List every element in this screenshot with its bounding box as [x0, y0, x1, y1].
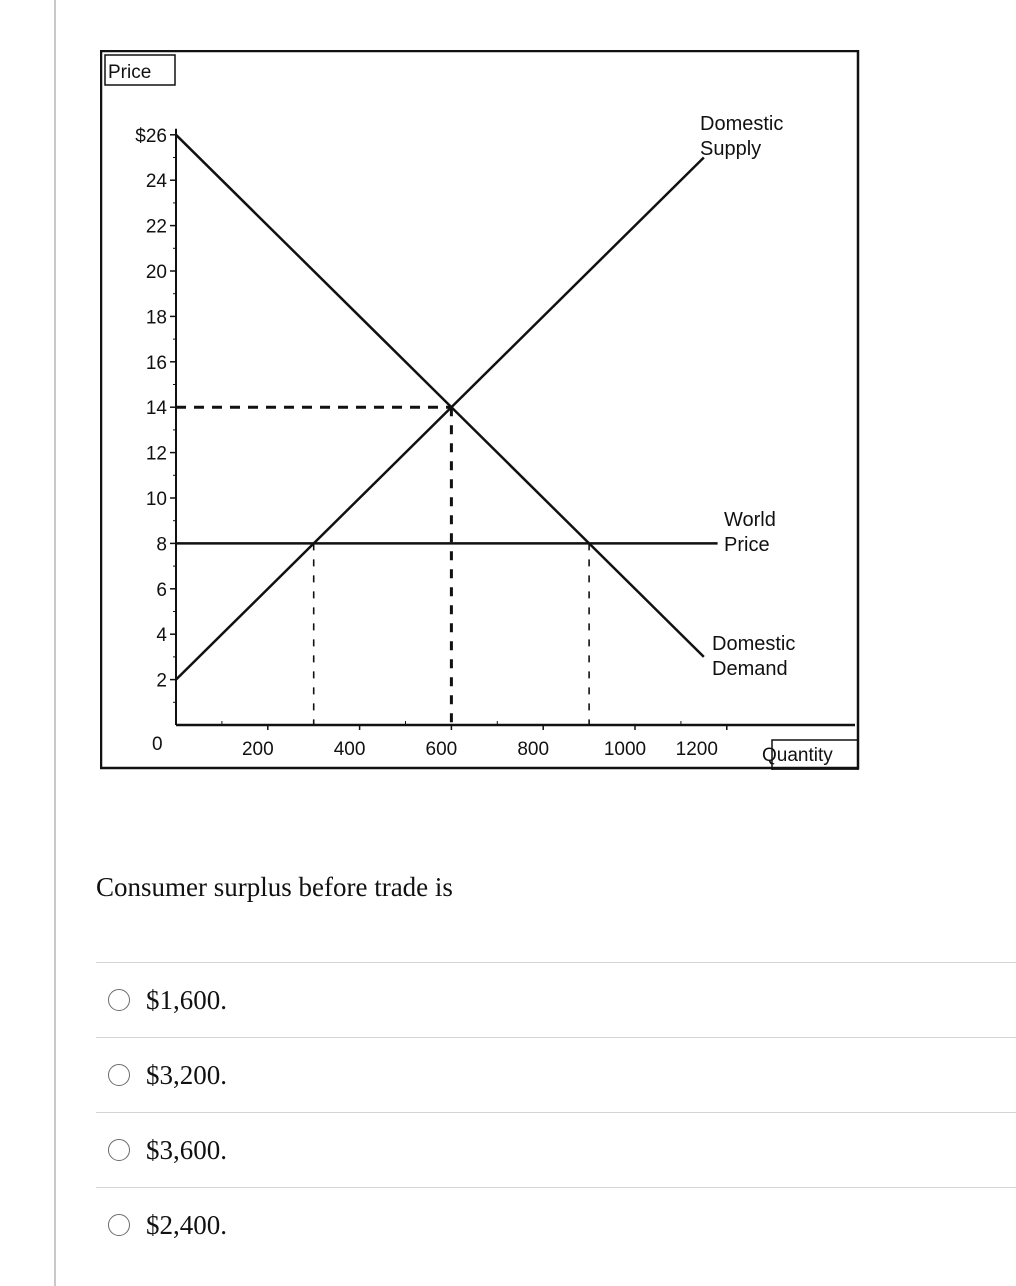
answer-option-label: $3,200. — [146, 1059, 227, 1090]
radio-button-icon[interactable] — [108, 1064, 130, 1086]
x-tick-label: 800 — [517, 739, 550, 760]
y-tick-label: 16 — [145, 352, 167, 374]
answer-option[interactable] — [96, 1037, 1016, 1112]
x-tick-label: 1200 — [675, 739, 718, 760]
radio-button-icon[interactable] — [108, 989, 130, 1011]
y-tick-label: $26 — [135, 125, 167, 147]
question-text: Consumer surplus before trade is — [96, 872, 453, 902]
x-tick-label: 1000 — [603, 739, 647, 760]
answer-option[interactable] — [96, 1112, 1016, 1187]
answer-option-label: $3,600. — [146, 1134, 227, 1165]
y-tick-label: 10 — [145, 489, 167, 510]
y-tick-label: 8 — [156, 534, 167, 556]
origin-label: 0 — [152, 734, 163, 755]
left-border — [54, 0, 56, 1286]
y-tick-label: 20 — [145, 262, 167, 283]
answer-option-label: $1,600. — [146, 984, 227, 1015]
supply-demand-chart — [100, 50, 860, 770]
chart-svg — [100, 50, 860, 770]
radio-button-icon[interactable] — [108, 1139, 130, 1161]
y-tick-label: 14 — [145, 398, 167, 420]
x-axis-label: Quantity — [762, 745, 833, 766]
y-axis-label: Price — [108, 62, 152, 83]
domestic-demand-label: Demand — [712, 658, 788, 680]
answer-option[interactable] — [96, 962, 1016, 1037]
y-tick-label: 12 — [145, 443, 167, 465]
x-tick-label: 400 — [333, 739, 366, 760]
y-tick-label: 4 — [156, 625, 167, 647]
answer-option[interactable] — [96, 1187, 1016, 1262]
y-tick-label: 2 — [156, 670, 167, 692]
y-tick-label: 18 — [145, 307, 167, 329]
radio-button-icon[interactable] — [108, 1214, 130, 1236]
answer-option-label: $2,400. — [146, 1209, 227, 1240]
y-tick-label: 22 — [145, 216, 167, 238]
x-tick-label: 200 — [241, 739, 274, 760]
answer-options — [96, 962, 1016, 1262]
y-tick-label: 6 — [156, 579, 167, 601]
domestic-demand-label: Domestic — [712, 633, 796, 655]
y-tick-label: 24 — [145, 171, 167, 193]
world-price-label: Price — [724, 534, 770, 556]
world-price-label: World — [724, 509, 776, 531]
domestic-supply-label: Domestic — [700, 113, 784, 135]
domestic-supply-label: Supply — [700, 138, 762, 160]
x-tick-label: 600 — [425, 739, 458, 760]
